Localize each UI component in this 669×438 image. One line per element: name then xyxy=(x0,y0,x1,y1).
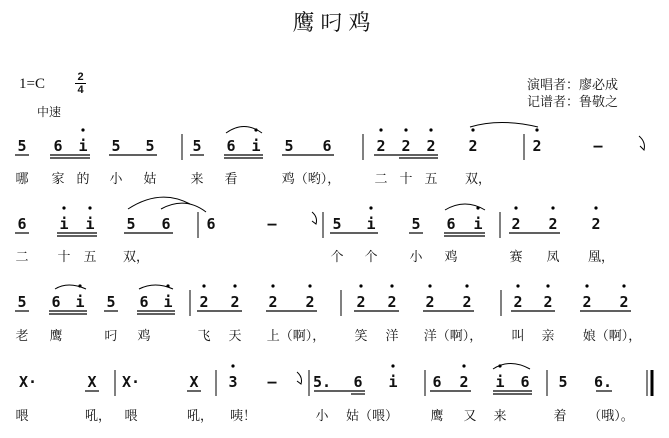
note: 2 xyxy=(548,215,558,233)
note: 2 xyxy=(582,293,592,311)
note: i xyxy=(85,215,95,233)
beams-system-2 xyxy=(15,233,560,236)
note: 2 xyxy=(199,293,209,311)
note: 6 xyxy=(17,215,27,233)
note: – xyxy=(593,137,603,155)
note: 5 xyxy=(192,137,202,155)
credit-transcriber: 记谱者：鲁敬之 xyxy=(527,95,619,110)
note: 6 xyxy=(161,215,171,233)
note: 5 xyxy=(17,137,27,155)
note: 6. xyxy=(593,373,613,391)
lyric: 的 xyxy=(76,172,90,187)
note: i xyxy=(388,373,398,391)
song-title: 鹰叼鸡 xyxy=(292,11,377,36)
note: 5 xyxy=(17,293,27,311)
lyric: 凤 xyxy=(546,250,560,265)
lyric: 喂 xyxy=(124,409,138,424)
note: 2 xyxy=(591,215,601,233)
note: 2 xyxy=(356,293,366,311)
lyric: 喂 xyxy=(15,409,29,424)
note: 2 xyxy=(376,137,386,155)
note: 5 xyxy=(126,215,136,233)
note: 6 xyxy=(53,137,63,155)
beams-system-3 xyxy=(15,311,631,314)
note: 6 xyxy=(446,215,456,233)
note: 5 xyxy=(284,137,294,155)
note: i xyxy=(366,215,376,233)
lyric: 鹰 xyxy=(49,329,63,344)
note: i xyxy=(59,215,69,233)
note: 2 xyxy=(268,293,278,311)
note: 6 xyxy=(206,215,216,233)
lyric: 凰， xyxy=(587,250,615,265)
lyric: 姑（喂） xyxy=(345,409,399,424)
lyric: 个 xyxy=(364,250,378,265)
note: 2 xyxy=(459,373,469,391)
note: 2 xyxy=(305,293,315,311)
lyric: 二 xyxy=(15,250,29,265)
slurs xyxy=(55,123,538,370)
lyric: 双， xyxy=(464,172,492,187)
key-signature: 1=C xyxy=(19,76,45,92)
lyric: 天 xyxy=(228,329,242,344)
note: 3 xyxy=(228,373,238,391)
lyric: 看 xyxy=(224,172,238,187)
note: 5 xyxy=(558,373,568,391)
octave-dots xyxy=(62,128,625,367)
note: 5 xyxy=(145,137,155,155)
note: 5 xyxy=(106,293,116,311)
note: 5. xyxy=(312,373,332,391)
lyric: 吼， xyxy=(84,409,112,424)
note: 2 xyxy=(462,293,472,311)
note: 5 xyxy=(411,215,421,233)
meter-top: 2 xyxy=(77,71,84,83)
note: 2 xyxy=(511,215,521,233)
lyric: 个 xyxy=(330,250,344,265)
lyric: 亲 xyxy=(541,329,555,344)
lyric: 笑 xyxy=(354,329,368,344)
lyric: 小 xyxy=(109,172,123,187)
lyric: 飞 xyxy=(197,329,211,344)
note: 6 xyxy=(353,373,363,391)
note: 2 xyxy=(230,293,240,311)
note: X xyxy=(189,373,199,391)
tempo-marking: 中速 xyxy=(37,105,62,119)
lyric: 双， xyxy=(122,250,150,265)
meter-bottom: 4 xyxy=(77,84,84,96)
note: X· xyxy=(18,373,38,391)
note: 6 xyxy=(139,293,149,311)
lyric: （哦）。 xyxy=(588,409,634,424)
lyric: 十 xyxy=(57,250,71,265)
note: i xyxy=(495,373,505,391)
lyric: 叼 xyxy=(104,329,118,344)
lyric: 鸡（哟）， xyxy=(281,172,341,187)
note: 2 xyxy=(532,137,542,155)
note: – xyxy=(267,373,277,391)
lyric: 咦！ xyxy=(229,409,257,424)
lyric: 姑 xyxy=(143,172,157,187)
note: 2 xyxy=(619,293,629,311)
note: X xyxy=(87,373,97,391)
note: 6 xyxy=(432,373,442,391)
lyric: 二 xyxy=(374,172,388,187)
note: i xyxy=(163,293,173,311)
lyric: 赛 xyxy=(509,250,523,265)
lyric: 又 xyxy=(463,409,477,424)
credit-singer: 演唱者：廖必成 xyxy=(527,78,619,93)
note: i xyxy=(78,137,88,155)
note: 6 xyxy=(322,137,332,155)
lyric: 小 xyxy=(409,250,423,265)
lyric: 鹰 xyxy=(430,409,444,424)
note: 2 xyxy=(426,137,436,155)
lyric: 鸡 xyxy=(444,250,458,265)
lyric: 娘（啊）， xyxy=(582,329,642,344)
note: i xyxy=(473,215,483,233)
lyric: 吼， xyxy=(186,409,214,424)
note: 6 xyxy=(51,293,61,311)
note: 2 xyxy=(425,293,435,311)
lyric: 着 xyxy=(553,409,567,424)
note: – xyxy=(267,215,277,233)
note: i xyxy=(75,293,85,311)
note: 2 xyxy=(468,137,478,155)
note: 2 xyxy=(513,293,523,311)
note: 2 xyxy=(543,293,553,311)
lyric: 上（啊）， xyxy=(266,329,326,344)
note: 6 xyxy=(226,137,236,155)
note: 2 xyxy=(401,137,411,155)
lyric: 洋 xyxy=(385,329,399,344)
lyric: 鸡 xyxy=(137,329,151,344)
note: X· xyxy=(121,373,141,391)
lyric: 五 xyxy=(83,250,97,265)
beams-system-4 xyxy=(85,391,612,394)
lyric: 小 xyxy=(315,409,329,424)
lyric: 十 xyxy=(399,172,413,187)
lyric: 洋（啊）， xyxy=(423,329,483,344)
lyric: 五 xyxy=(424,172,438,187)
note: 2 xyxy=(387,293,397,311)
note: 5 xyxy=(332,215,342,233)
lyric: 老 xyxy=(15,329,29,344)
note: 6 xyxy=(520,373,530,391)
lyric: 家 xyxy=(51,172,65,187)
lyric: 来 xyxy=(190,172,204,187)
note: i xyxy=(251,137,261,155)
lyric: 来 xyxy=(493,409,507,424)
lyric: 哪 xyxy=(15,172,29,187)
breath-marks xyxy=(297,136,644,384)
note: 5 xyxy=(111,137,121,155)
beams-system-1 xyxy=(15,155,438,158)
lyric: 叫 xyxy=(511,329,525,344)
